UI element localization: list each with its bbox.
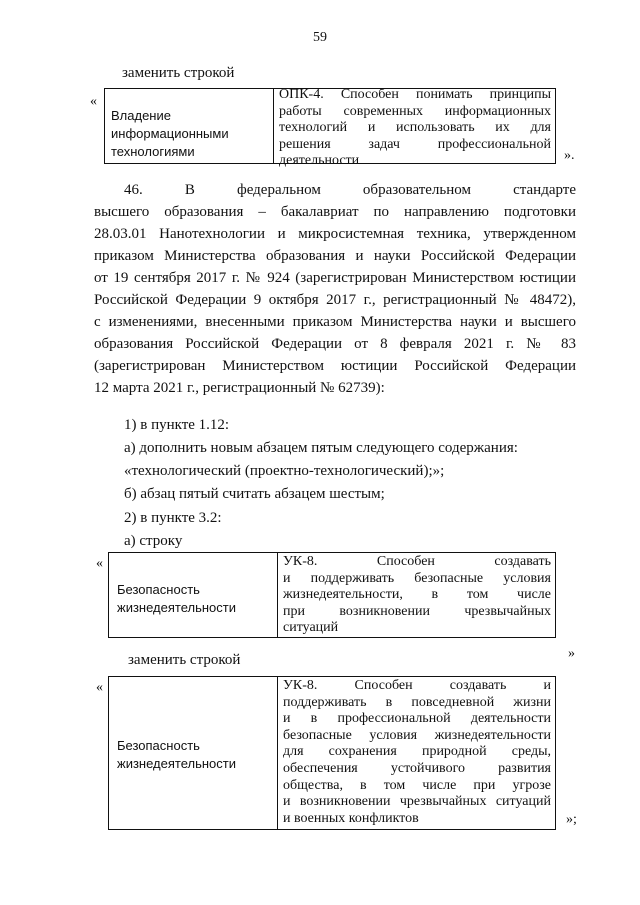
paragraph-46: 46. В федеральном образовательном стандарте высшего образования – бакалавриат по направлению подготовки 28.03.01 Нанотехнологии и микросистемная техника, утвержденном приказом Министерства образования и науки Российской Федерации от 19 сентября 2017 г. № 924 (зарегистрирован Министерством юстиции Российской Федерации 9 октября 2017 г., регистрационный № 48472), с изменениями, внесенными приказом Министерства науки и высшего образования Российской Федерации от 8 февраля 2021 г. № 83 (зарегистрирован Министерством юстиции Российской Федерации 12 марта 2021 г., регистрационный № 62739): — [94, 182, 576, 396]
table-opk4 — [104, 87, 556, 169]
list-item: б) абзац пятый считать абзацем шестым; — [124, 486, 385, 502]
replace-label: заменить строкой — [128, 652, 241, 668]
table-cell-competence: УК-8. Способен создавать и поддерживать в повседневной жизни и в профессиональной деятельности безопасные условия жизнедеятельности для сохранения природной среды, обеспечения устойчивого развития общества, в том числе при угрозе и возникновении чрезвычайных ситуаций и военных конфликтов — [283, 678, 551, 826]
close-quote: ». — [564, 148, 575, 163]
table-cell-discipline: Безопасность жизнедеятельности — [117, 582, 236, 615]
open-quote: « — [96, 680, 103, 695]
close-quote: » — [568, 646, 575, 661]
close-quote: »; — [566, 812, 577, 827]
replace-label: заменить строкой — [122, 65, 235, 81]
table-cell-discipline: Владение информационными технологиями — [111, 108, 229, 159]
table-cell-competence: ОПК-4. Способен понимать принципы работы современных информационных технологий и использовать их для решения задач профессиональной деятельности — [279, 87, 551, 169]
table-cell-competence: УК-8. Способен создавать и поддерживать безопасные условия жизнедеятельности, в том числе при возникновении чрезвычайных ситуаций — [283, 554, 551, 636]
page-number: 59 — [313, 30, 327, 45]
open-quote: « — [96, 556, 103, 571]
list-item: а) дополнить новым абзацем пятым следующего содержания: — [124, 440, 518, 456]
list-item: «технологический (проектно-технологический);»; — [124, 463, 445, 479]
table-uk8-old — [108, 552, 556, 638]
table-cell-discipline: Безопасность жизнедеятельности — [117, 738, 236, 771]
list-item: 2) в пункте 3.2: — [124, 510, 222, 526]
list-item: а) строку — [124, 533, 183, 549]
list-item: 1) в пункте 1.12: — [124, 417, 230, 433]
table-uk8-new — [108, 676, 556, 830]
open-quote: « — [90, 94, 97, 109]
